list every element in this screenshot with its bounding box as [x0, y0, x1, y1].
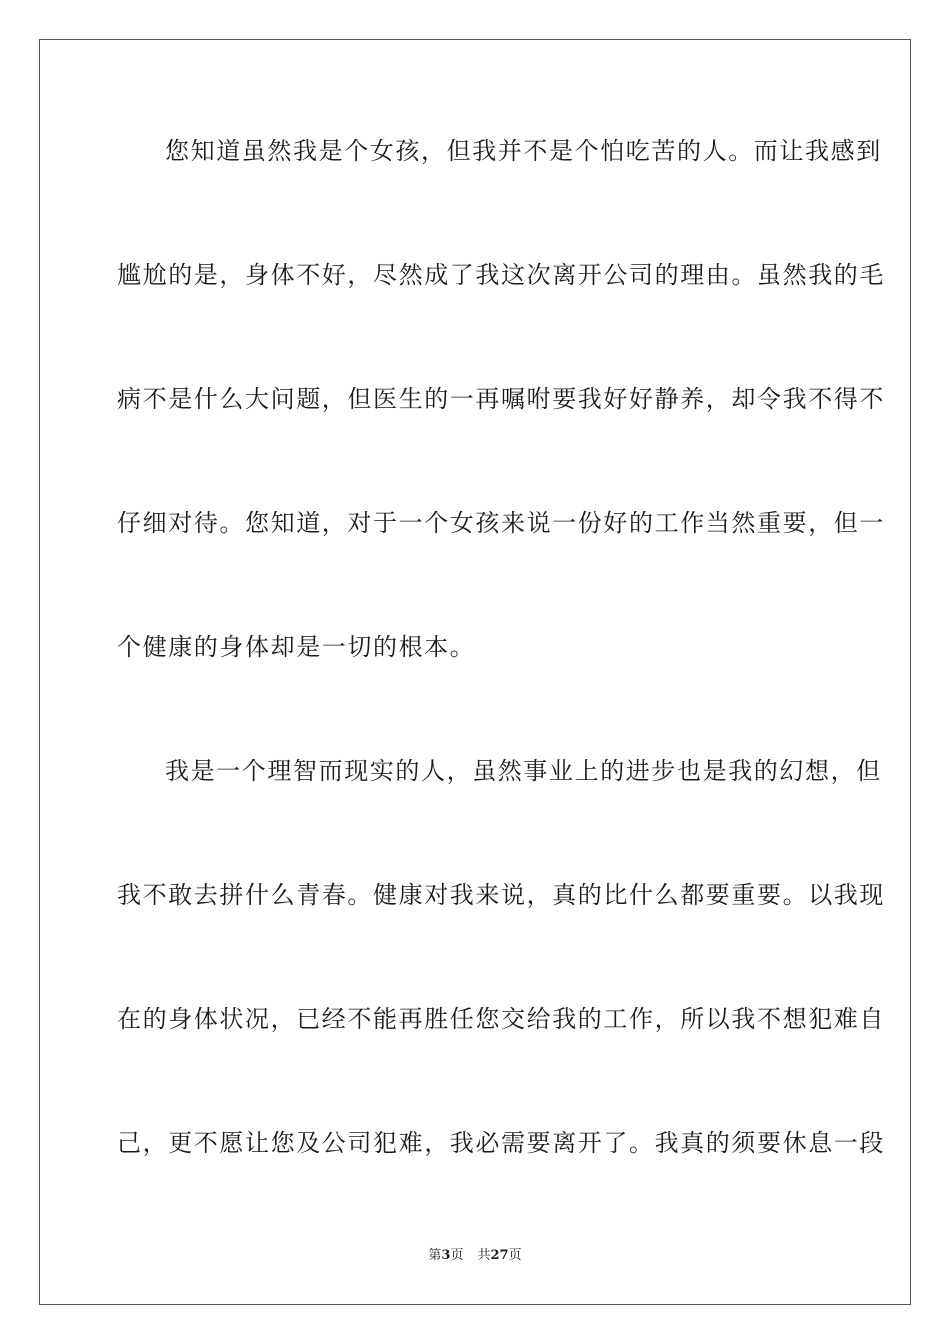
- paragraph-1-line-2: 尴尬的是，身体不好，尽然成了我这次离开公司的理由。虽然我的毛: [117, 261, 885, 289]
- page-number: 3: [441, 1248, 451, 1263]
- page-prefix: 第: [428, 1248, 442, 1263]
- paragraph-2-line-4: 己，更不愿让您及公司犯难，我必需要离开了。我真的须要休息一段: [117, 1129, 885, 1157]
- page-suffix: 页: [450, 1248, 464, 1263]
- paragraph-2-line-2: 我不敢去拼什么青春。健康对我来说，真的比什么都要重要。以我现: [117, 881, 885, 909]
- paragraph-2-line-1: 我是一个理智而现实的人，虽然事业上的进步也是我的幻想，但: [165, 757, 882, 785]
- total-suffix: 页: [508, 1248, 522, 1263]
- page-border: [39, 39, 911, 1305]
- paragraph-1-line-4: 仔细对待。您知道，对于一个女孩来说一份好的工作当然重要，但一: [117, 509, 885, 537]
- paragraph-1-line-3: 病不是什么大问题，但医生的一再嘱咐要我好好静养，却令我不得不: [117, 385, 885, 413]
- total-prefix: 共: [477, 1248, 491, 1263]
- paragraph-1-line-5: 个健康的身体却是一切的根本。: [117, 633, 476, 661]
- total-pages: 27: [490, 1248, 509, 1263]
- page-footer: [0, 1247, 950, 1265]
- paragraph-2-line-3: 在的身体状况，已经不能再胜任您交给我的工作，所以我不想犯难自: [117, 1005, 885, 1033]
- paragraph-1-line-1: 您知道虽然我是个女孩，但我并不是个怕吃苦的人。而让我感到: [165, 137, 882, 165]
